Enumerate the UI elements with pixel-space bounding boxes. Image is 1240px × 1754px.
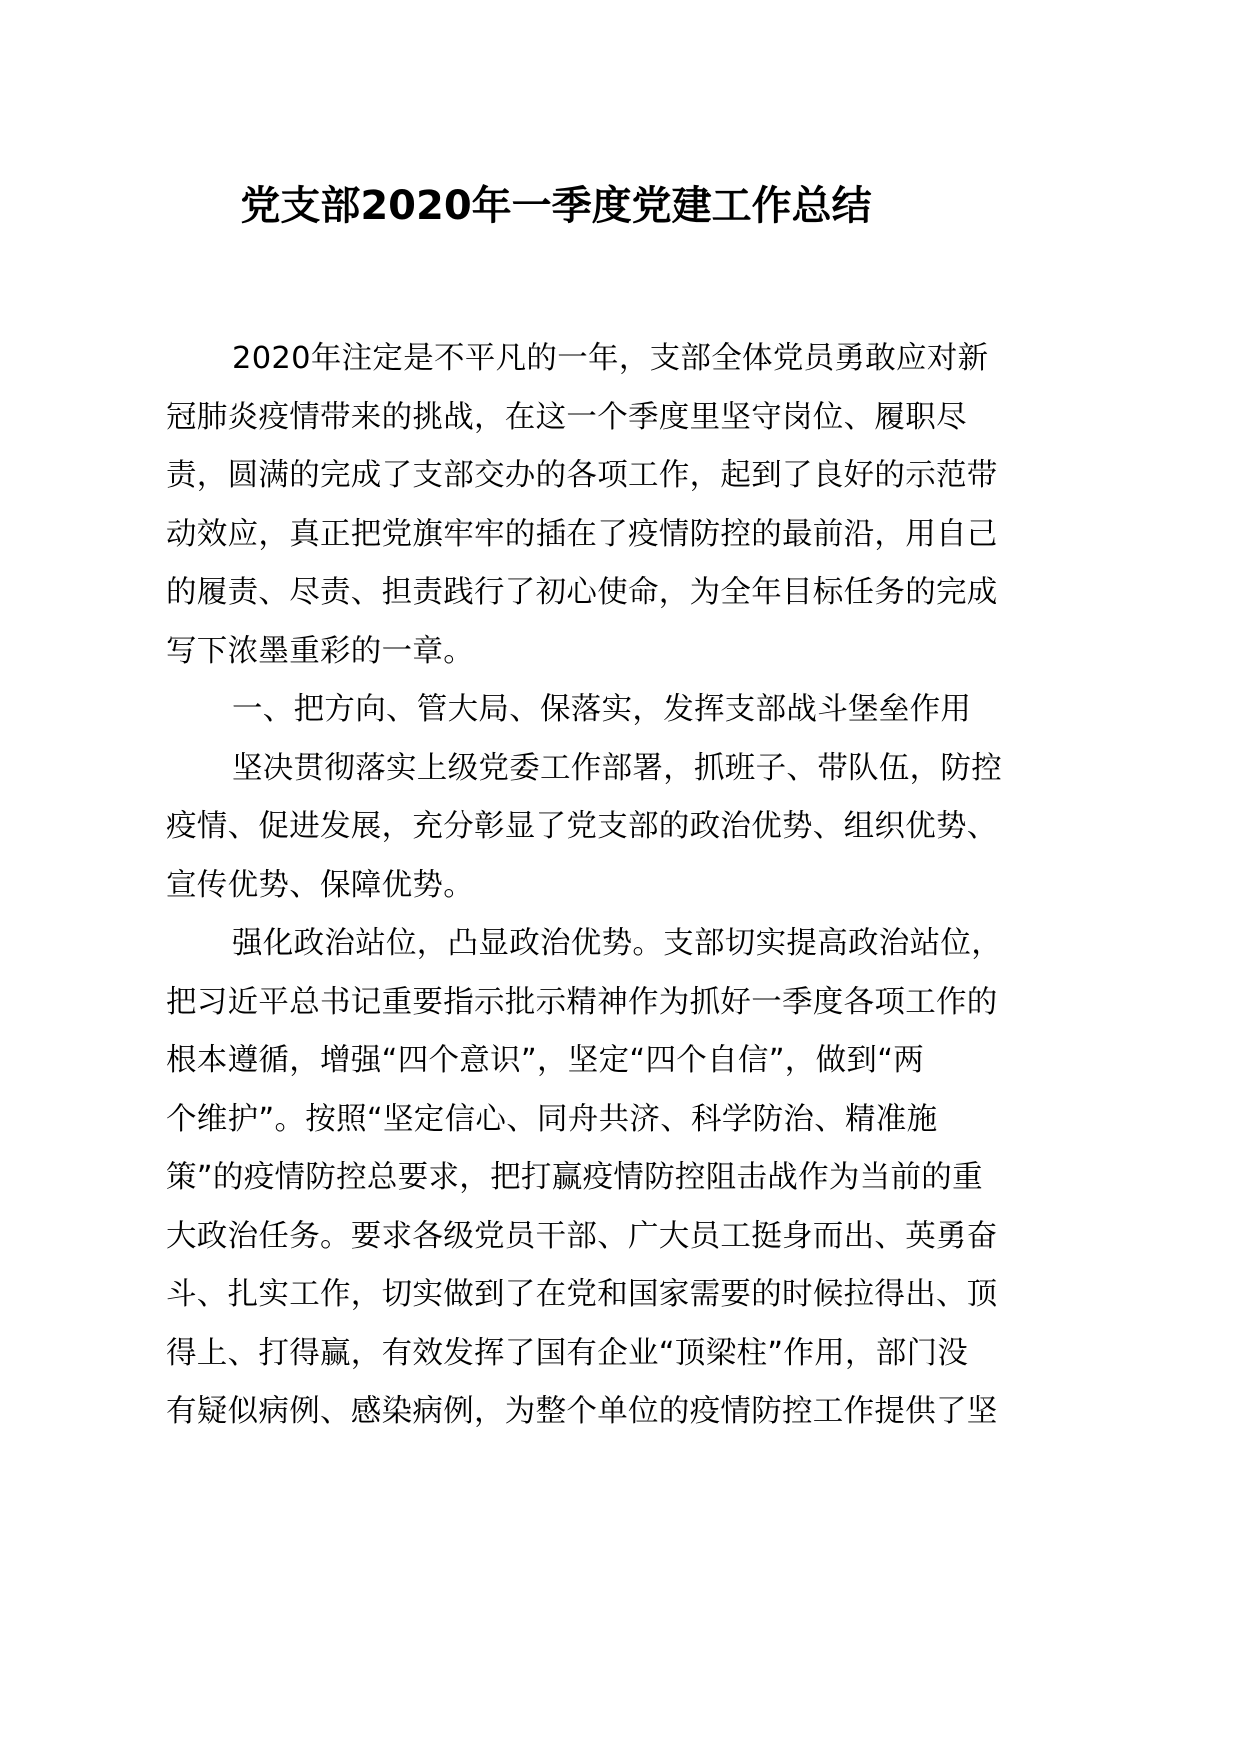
text-line: 疫情、促进发展，充分彰显了党支部的政治优势、组织优势、: [166, 809, 998, 844]
text-line: 斗、扎实工作，切实做到了在党和国家需要的时候拉得出、顶: [166, 1277, 998, 1312]
text-line: 动效应，真正把党旗牢牢的插在了疫情防控的最前沿，用自己: [166, 516, 998, 552]
text-line: 得上、打得赢，有效发挥了国有企业“顶梁柱”作用，部门没: [166, 1335, 969, 1371]
text-line: 冠肺炎疫情带来的挑战，在这一个季度里坚守岗位、履职尽: [166, 399, 967, 435]
text-line: 把习近平总书记重要指示批示精神作为抓好一季度各项工作的: [166, 984, 998, 1020]
text-line: 写下浓墨重彩的一章。: [166, 633, 474, 669]
document-title: 党支部2020年一季度党建工作总结: [240, 183, 872, 229]
text-line: 大政治任务。要求各级党员干部、广大员工挺身而出、英勇奋: [166, 1218, 998, 1254]
text-line: 宣传优势、保障优势。: [166, 867, 474, 903]
section-heading: 一、把方向、管大局、保落实，发挥支部战斗堡垒作用: [232, 692, 972, 727]
document-body: [166, 330, 1082, 1442]
text-line: 责，圆满的完成了支部交办的各项工作，起到了良好的示范带: [166, 458, 998, 493]
text-line: 坚决贯彻落实上级党委工作部署，抓班子、带队伍，防控: [232, 750, 1002, 786]
text-line: 个维护”。按照“坚定信心、同舟共济、科学防治、精准施: [166, 1101, 938, 1137]
text-line: 强化政治站位，凸显政治优势。支部切实提高政治站位，: [232, 926, 1002, 961]
text-line: 2020年注定是不平凡的一年，支部全体党员勇敢应对新: [232, 341, 989, 376]
text-line: 根本遵循，增强“四个意识”，坚定“四个自信”，做到“两: [166, 1043, 925, 1078]
text-line: 的履责、尽责、担责践行了初心使命，为全年目标任务的完成: [166, 575, 998, 610]
text-line: 有疑似病例、感染病例，为整个单位的疫情防控工作提供了坚: [166, 1394, 998, 1429]
text-line: 策”的疫情防控总要求，把打赢疫情防控阻击战作为当前的重: [166, 1160, 983, 1195]
